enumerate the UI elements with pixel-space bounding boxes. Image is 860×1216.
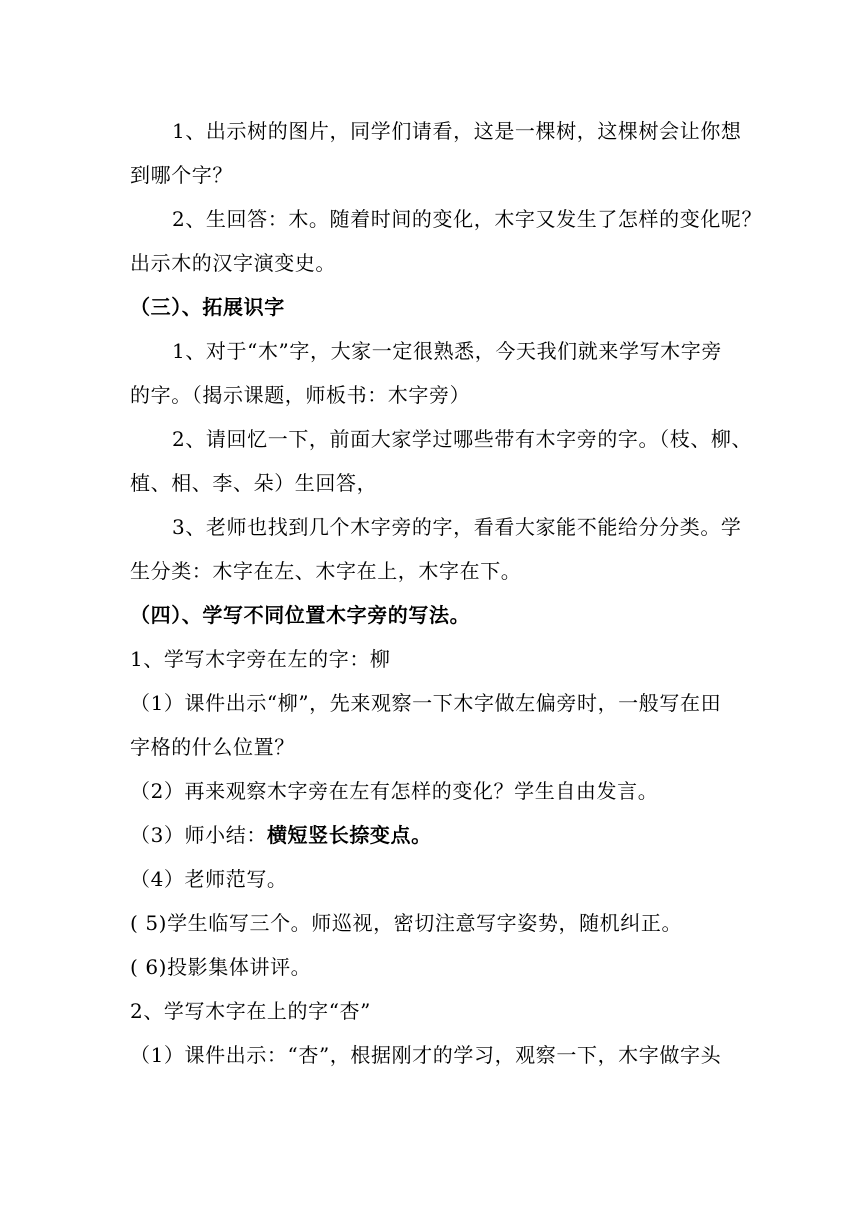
step-4: （4）老师范写。 [130, 867, 288, 891]
step-3 [130, 821, 740, 849]
step-5: ( 5)学生临写三个。师巡视，密切注意写字姿势，随机纠正。 [130, 911, 683, 935]
step-3-label: （3）师小结： [130, 823, 267, 847]
step-1-line-2: 字格的什么位置？ [130, 735, 295, 759]
para-2-line-2: 出示木的汉字演变史。 [130, 251, 336, 275]
subsection-2-title: 2、学写木字在上的字“杏” [130, 999, 371, 1023]
para-1-line-1: 1、出示树的图片，同学们请看，这是一棵树，这棵树会让你想 [172, 119, 742, 143]
step-6: ( 6)投影集体讲评。 [130, 955, 312, 979]
subsection-1-title: 1、学写木字旁在左的字：柳 [130, 647, 391, 671]
para-4-line-2: 植、相、李、朵）生回答， [130, 471, 378, 495]
para-5-line-1: 3、老师也找到几个木字旁的字，看看大家能不能给分分类。学 [172, 515, 742, 539]
para-1-line-2: 到哪个字？ [130, 163, 233, 187]
step-1-line-1: （1）课件出示“柳”，先来观察一下木字做左偏旁时，一般写在田 [130, 691, 722, 715]
step-3-summary: 横短竖长捺变点。 [266, 823, 432, 847]
subsection-2-step-1: （1）课件出示：“杏”，根据刚才的学习，观察一下，木字做字头 [130, 1043, 722, 1067]
para-3-line-2: 的字。（揭示课题，师板书：木字旁） [130, 383, 471, 407]
para-4-line-1: 2、请回忆一下，前面大家学过哪些带有木字旁的字。（枝、柳、 [172, 427, 753, 451]
step-2: （2）再来观察木字旁在左有怎样的变化？学生自由发言。 [130, 779, 659, 803]
para-5-line-2: 生分类：木字在左、木字在上，木字在下。 [130, 559, 522, 583]
para-2-line-1: 2、生回答：木。随着时间的变化，木字又发生了怎样的变化呢？ [172, 207, 763, 231]
section-heading-4: （四）、学写不同位置木字旁的写法。 [130, 603, 471, 627]
para-3-line-1: 1、对于“木”字，大家一定很熟悉，今天我们就来学写木字旁 [172, 339, 722, 363]
section-heading-3: （三）、拓展识字 [130, 295, 285, 319]
